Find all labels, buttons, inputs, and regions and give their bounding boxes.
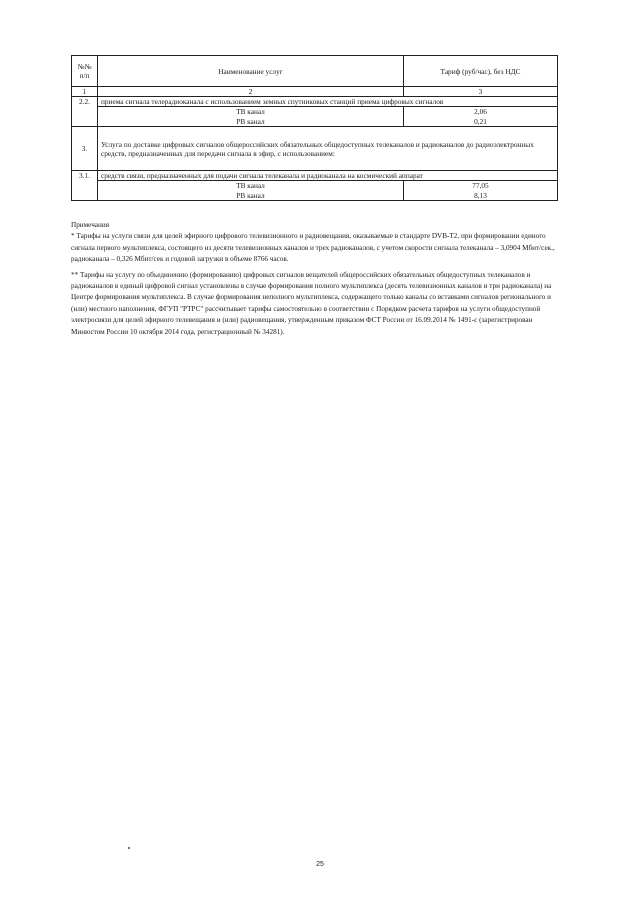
table-row: [72, 181, 558, 191]
row-text: средств связи, предназначенных для подачи сигнала телеканала и радиоканала на космический аппарат: [98, 171, 558, 181]
table-row: [72, 127, 558, 171]
page-number: 25: [316, 861, 324, 868]
row-text: РВ канал: [98, 117, 404, 127]
row-text: ТВ канал: [98, 181, 404, 191]
row-value: 77,05: [404, 181, 558, 191]
row-num: [72, 181, 98, 191]
note-1: * Тарифы на услуги связи для целей эфирного цифрового телевизионного и радиовещания, оказываемые в стандарте DVB-T2, при формировании единого сигнала первого мультиплекса, состоящего из десяти телевизионных каналов и трех радиоканалов, с учетом скорости сигнала телеканала – 3,0904 Мбит/сек., радиоканала – 0,326 Мбит/сек и годовой загрузки в объеме 8766 часов.: [71, 232, 555, 264]
note-2: ** Тарифы на услугу по объединению (формированию) цифровых сигналов вещателей общероссийских обязательных общедоступных телеканалов и радиоканалов в единый цифровой сигнал установлены в случае формирования полного мультиплекса (десять телевизионных каналов и три радиоканала) на Центре формирования мультиплекса. В случае формирования неполного мультиплекса, содержащего только каналы со вставками сигналов регионального и (или) местного наполнения, ФГУП "РТРС" рассчитывает тарифы самостоятельно в соответствии с Порядком расчета тарифов на услуги общедоступной электросвязи для целей эфирного телевещания и (или) радиовещания, утвержденным приказом ФСТ России от 16.09.2014 № 1491-с (зарегистрирован Минюстом России 10 октября 2014 года, регистрационный № 34281).: [71, 270, 552, 336]
row-num: 2.2.: [72, 97, 98, 107]
row-num: [72, 107, 98, 117]
colnum-2: 2: [98, 87, 404, 97]
row-text: РВ канал: [98, 191, 404, 201]
table-header-row: [72, 56, 558, 87]
row-text: ТВ канал: [98, 107, 404, 117]
row-value: 8,13: [404, 191, 558, 201]
notes-title: Примечания: [71, 221, 109, 229]
row-num: 3.: [72, 127, 98, 171]
row-text: приема сигнала телерадиоканала с использованием земных спутниковых станций приема цифровых сигналов: [98, 97, 558, 107]
row-value: 0,21: [404, 117, 558, 127]
colnum-3: 3: [404, 87, 558, 97]
tariff-table: [71, 55, 558, 201]
header-name: Наименование услуг: [98, 56, 404, 87]
row-text: Услуга по доставке цифровых сигналов общероссийских обязательных общедоступных телеканалов и радиоканалов до радиоэлектронных средств, предназначенных для передачи сигнала в эфир, с использованием:: [98, 127, 558, 171]
header-tariff: Тариф (руб/час), без НДС: [404, 56, 558, 87]
table-row: [72, 107, 558, 117]
row-value: 2,06: [404, 107, 558, 117]
table-row: [72, 117, 558, 127]
colnum-1: 1: [72, 87, 98, 97]
row-num: [72, 117, 98, 127]
row-num: [72, 191, 98, 201]
table-row: [72, 191, 558, 201]
table-row: [72, 97, 558, 107]
notes-section: [71, 220, 557, 338]
row-num: 3.1.: [72, 171, 98, 181]
scan-speck: [128, 847, 130, 849]
header-num: №№ п/п: [72, 56, 98, 87]
column-numbers-row: [72, 87, 558, 97]
table-row: [72, 171, 558, 181]
